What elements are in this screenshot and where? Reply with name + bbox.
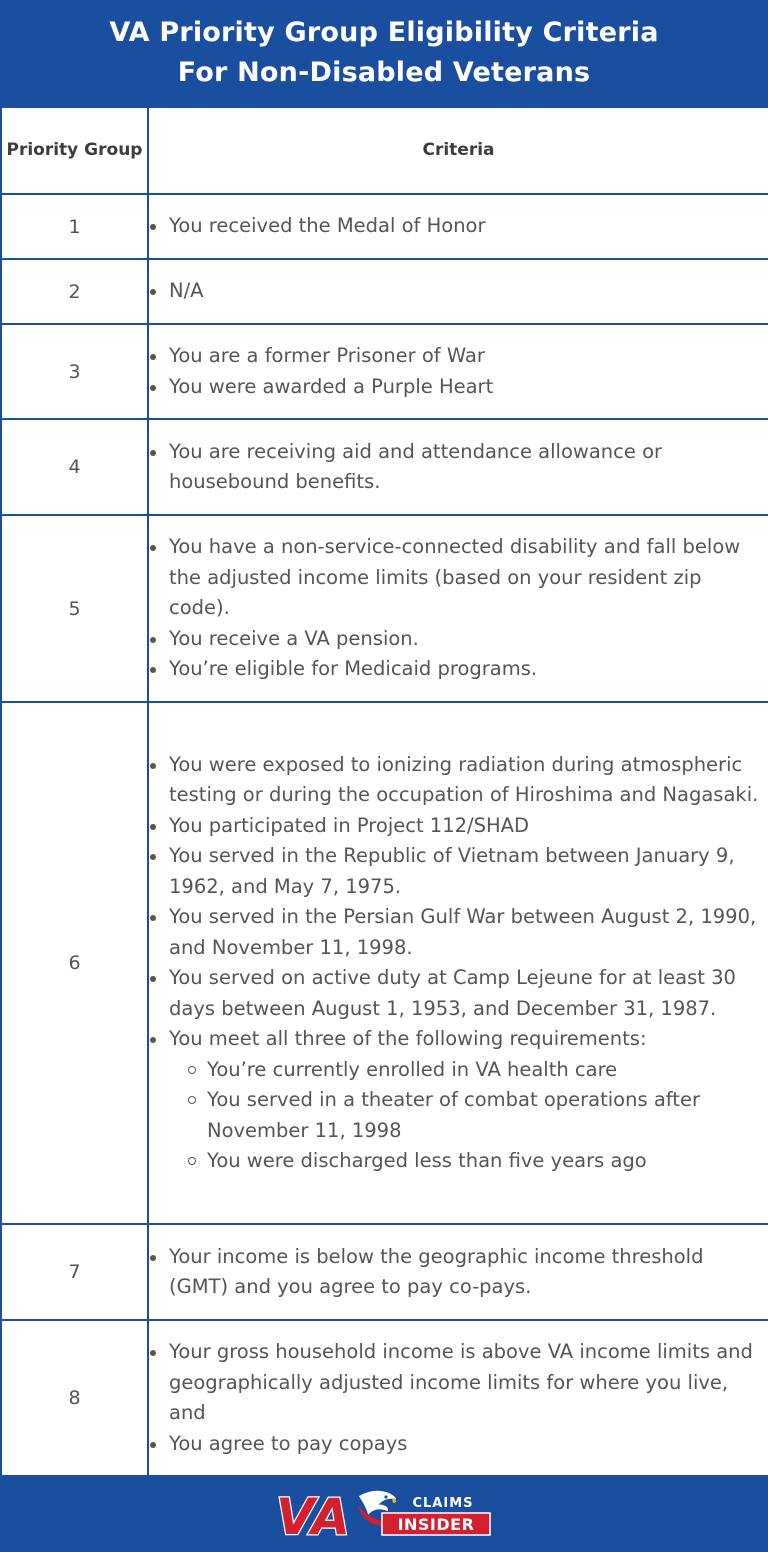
group-number: 1: [1, 194, 148, 259]
group-number: 4: [1, 419, 148, 515]
sub-criteria-item: You served in a theater of combat operations after November 11, 1998: [207, 1085, 768, 1146]
logo-claims-text: CLAIMS: [412, 1496, 474, 1511]
criteria-item: [169, 1024, 768, 1177]
criteria-item: You participated in Project 112/SHAD: [169, 811, 768, 842]
criteria-cell: [148, 419, 768, 515]
criteria-item: Your income is below the geographic income threshold (GMT) and you agree to pay co-pays.: [169, 1242, 768, 1303]
group-number: 3: [1, 324, 148, 419]
criteria-item: You agree to pay copays: [169, 1429, 768, 1460]
criteria-cell: [148, 194, 768, 259]
group-number: 7: [1, 1224, 148, 1320]
criteria-cell: [148, 259, 768, 324]
criteria-item: You served in the Persian Gulf War between August 2, 1990, and November 11, 1998.: [169, 902, 768, 963]
criteria-cell: [148, 702, 768, 1224]
criteria-item: You receive a VA pension.: [169, 624, 768, 655]
criteria-item: You are a former Prisoner of War: [169, 341, 768, 372]
sub-criteria-item: You’re currently enrolled in VA health care: [207, 1055, 768, 1086]
footer-banner: [0, 1474, 768, 1552]
criteria-cell: [148, 1320, 768, 1476]
criteria-item-text: You meet all three of the following requirements:: [169, 1027, 647, 1050]
table-row: [1, 702, 768, 1224]
criteria-item: You’re eligible for Medicaid programs.: [169, 654, 768, 685]
table-row: [1, 194, 768, 259]
table-header-row: [1, 107, 768, 194]
criteria-item: You were exposed to ionizing radiation during atmospheric testing or during the occupation of Hiroshima and Nagasaki.: [169, 750, 768, 811]
table-row: [1, 419, 768, 515]
criteria-item: You are receiving aid and attendance allowance or housebound benefits.: [169, 437, 768, 498]
group-number: 5: [1, 515, 148, 702]
criteria-cell: [148, 324, 768, 419]
logo-insider-text: INSIDER: [397, 1515, 475, 1534]
page-title: [109, 13, 658, 93]
column-header-criteria: Criteria: [148, 107, 768, 194]
table-row: [1, 324, 768, 419]
criteria-item: You served on active duty at Camp Lejeune for at least 30 days between August 1, 1953, and December 31, 1987.: [169, 963, 768, 1024]
group-number: 8: [1, 1320, 148, 1476]
table-row: [1, 1320, 768, 1476]
table-row: [1, 515, 768, 702]
title-banner: [0, 0, 768, 106]
column-header-group: Priority Group: [1, 107, 148, 194]
sub-criteria-item: You were discharged less than five years ago: [207, 1146, 768, 1177]
criteria-table: [0, 106, 768, 1477]
criteria-item: You were awarded a Purple Heart: [169, 372, 768, 403]
table-row: [1, 1224, 768, 1320]
criteria-item: You served in the Republic of Vietnam between January 9, 1962, and May 7, 1975.: [169, 841, 768, 902]
criteria-item: Your gross household income is above VA income limits and geographically adjusted income limits for where you live, and: [169, 1337, 768, 1429]
criteria-item: N/A: [169, 276, 768, 307]
criteria-item: You have a non-service-connected disability and fall below the adjusted income limits (based on your resident zip code).: [169, 532, 768, 624]
logo-va-text: VA: [276, 1488, 350, 1542]
group-number: 2: [1, 259, 148, 324]
va-claims-insider-logo: [274, 1484, 494, 1542]
title-line-1: VA Priority Group Eligibility Criteria: [109, 17, 659, 48]
group-number: 6: [1, 702, 148, 1224]
table-row: [1, 259, 768, 324]
criteria-item: You received the Medal of Honor: [169, 211, 768, 242]
logo-graphic: [274, 1484, 494, 1542]
criteria-cell: [148, 515, 768, 702]
criteria-cell: [148, 1224, 768, 1320]
title-line-2: For Non-Disabled Veterans: [177, 57, 591, 88]
